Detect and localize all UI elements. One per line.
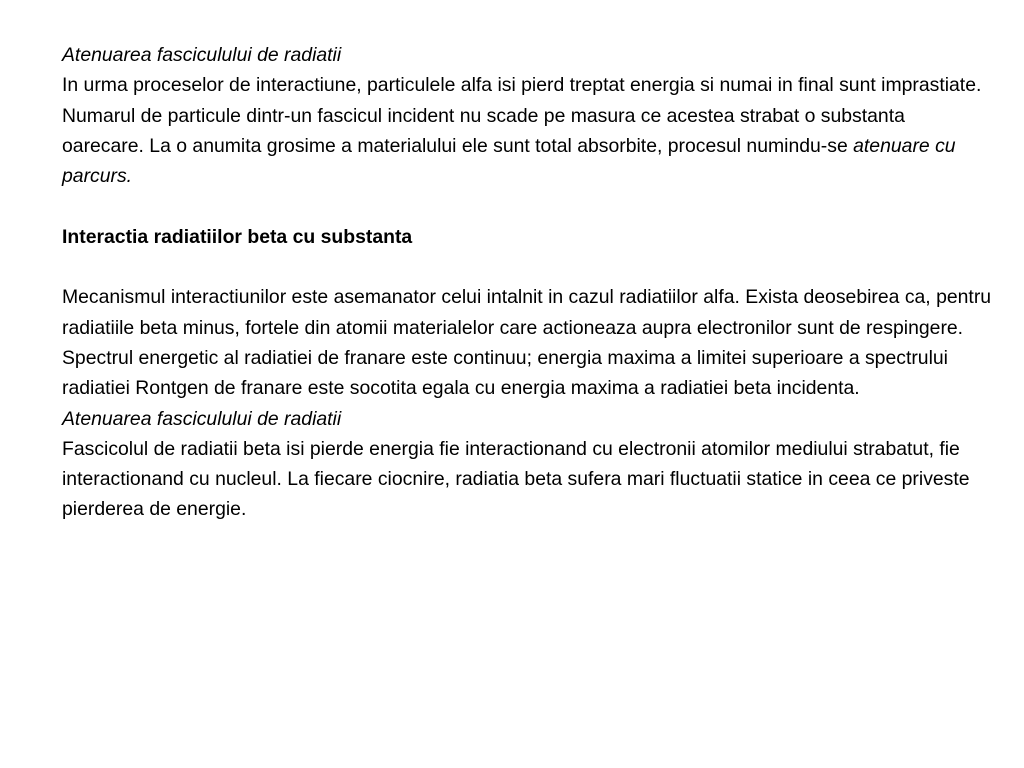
alpha-attenuation-subheading: Atenuarea fasciculului de radiatii xyxy=(62,44,342,66)
alpha-attenuation-emphasis: atenuare cu parcurs. xyxy=(62,134,956,188)
beta-attenuation-subheading: Atenuarea fasciculului de radiatii xyxy=(62,407,342,430)
alpha-attenuation-text: In urma proceselor de interactiune, particulele alfa isi pierd treptat energia si numai in final sunt imprastiate. Numarul de particule dintr-un fascicul incident nu scade pe masura ce acestea strabat o substanta oarecare. La o anumita grosime a materialului ele sunt total absorbite, procesul numindu-se xyxy=(62,74,982,157)
beta-mechanism-paragraph: Mecanismul interactiunilor este asemanator celui intalnit in cazul radiatiilor alfa. Exista deosebirea ca, pentru radiatiile beta minus, fortele din atomii materialelor care actioneaza aupra electronilor sunt de respingere. Spectrul energetic al radiatiei de franare este continuu; energia maxima a limitei superioare a spectrului radiatiei Rontgen de franare este socotita egala cu energia maxima a radiatiei beta incidenta. xyxy=(62,286,992,400)
beta-interaction-heading: Interactia radiatiilor beta cu substanta xyxy=(62,225,413,248)
slide-content xyxy=(62,40,992,525)
spacer xyxy=(62,252,992,282)
spacer xyxy=(62,191,992,221)
alpha-attenuation-paragraph xyxy=(62,70,992,191)
beta-attenuation-paragraph: Fascicolul de radiatii beta isi pierde energia fie interactionand cu electronii atomilor mediului strabatut, fie interactionand cu nucleul. La fiecare ciocnire, radiatia beta sufera mari fluctuatii statice in ceea ce priveste pierderea de energie. xyxy=(62,437,970,521)
